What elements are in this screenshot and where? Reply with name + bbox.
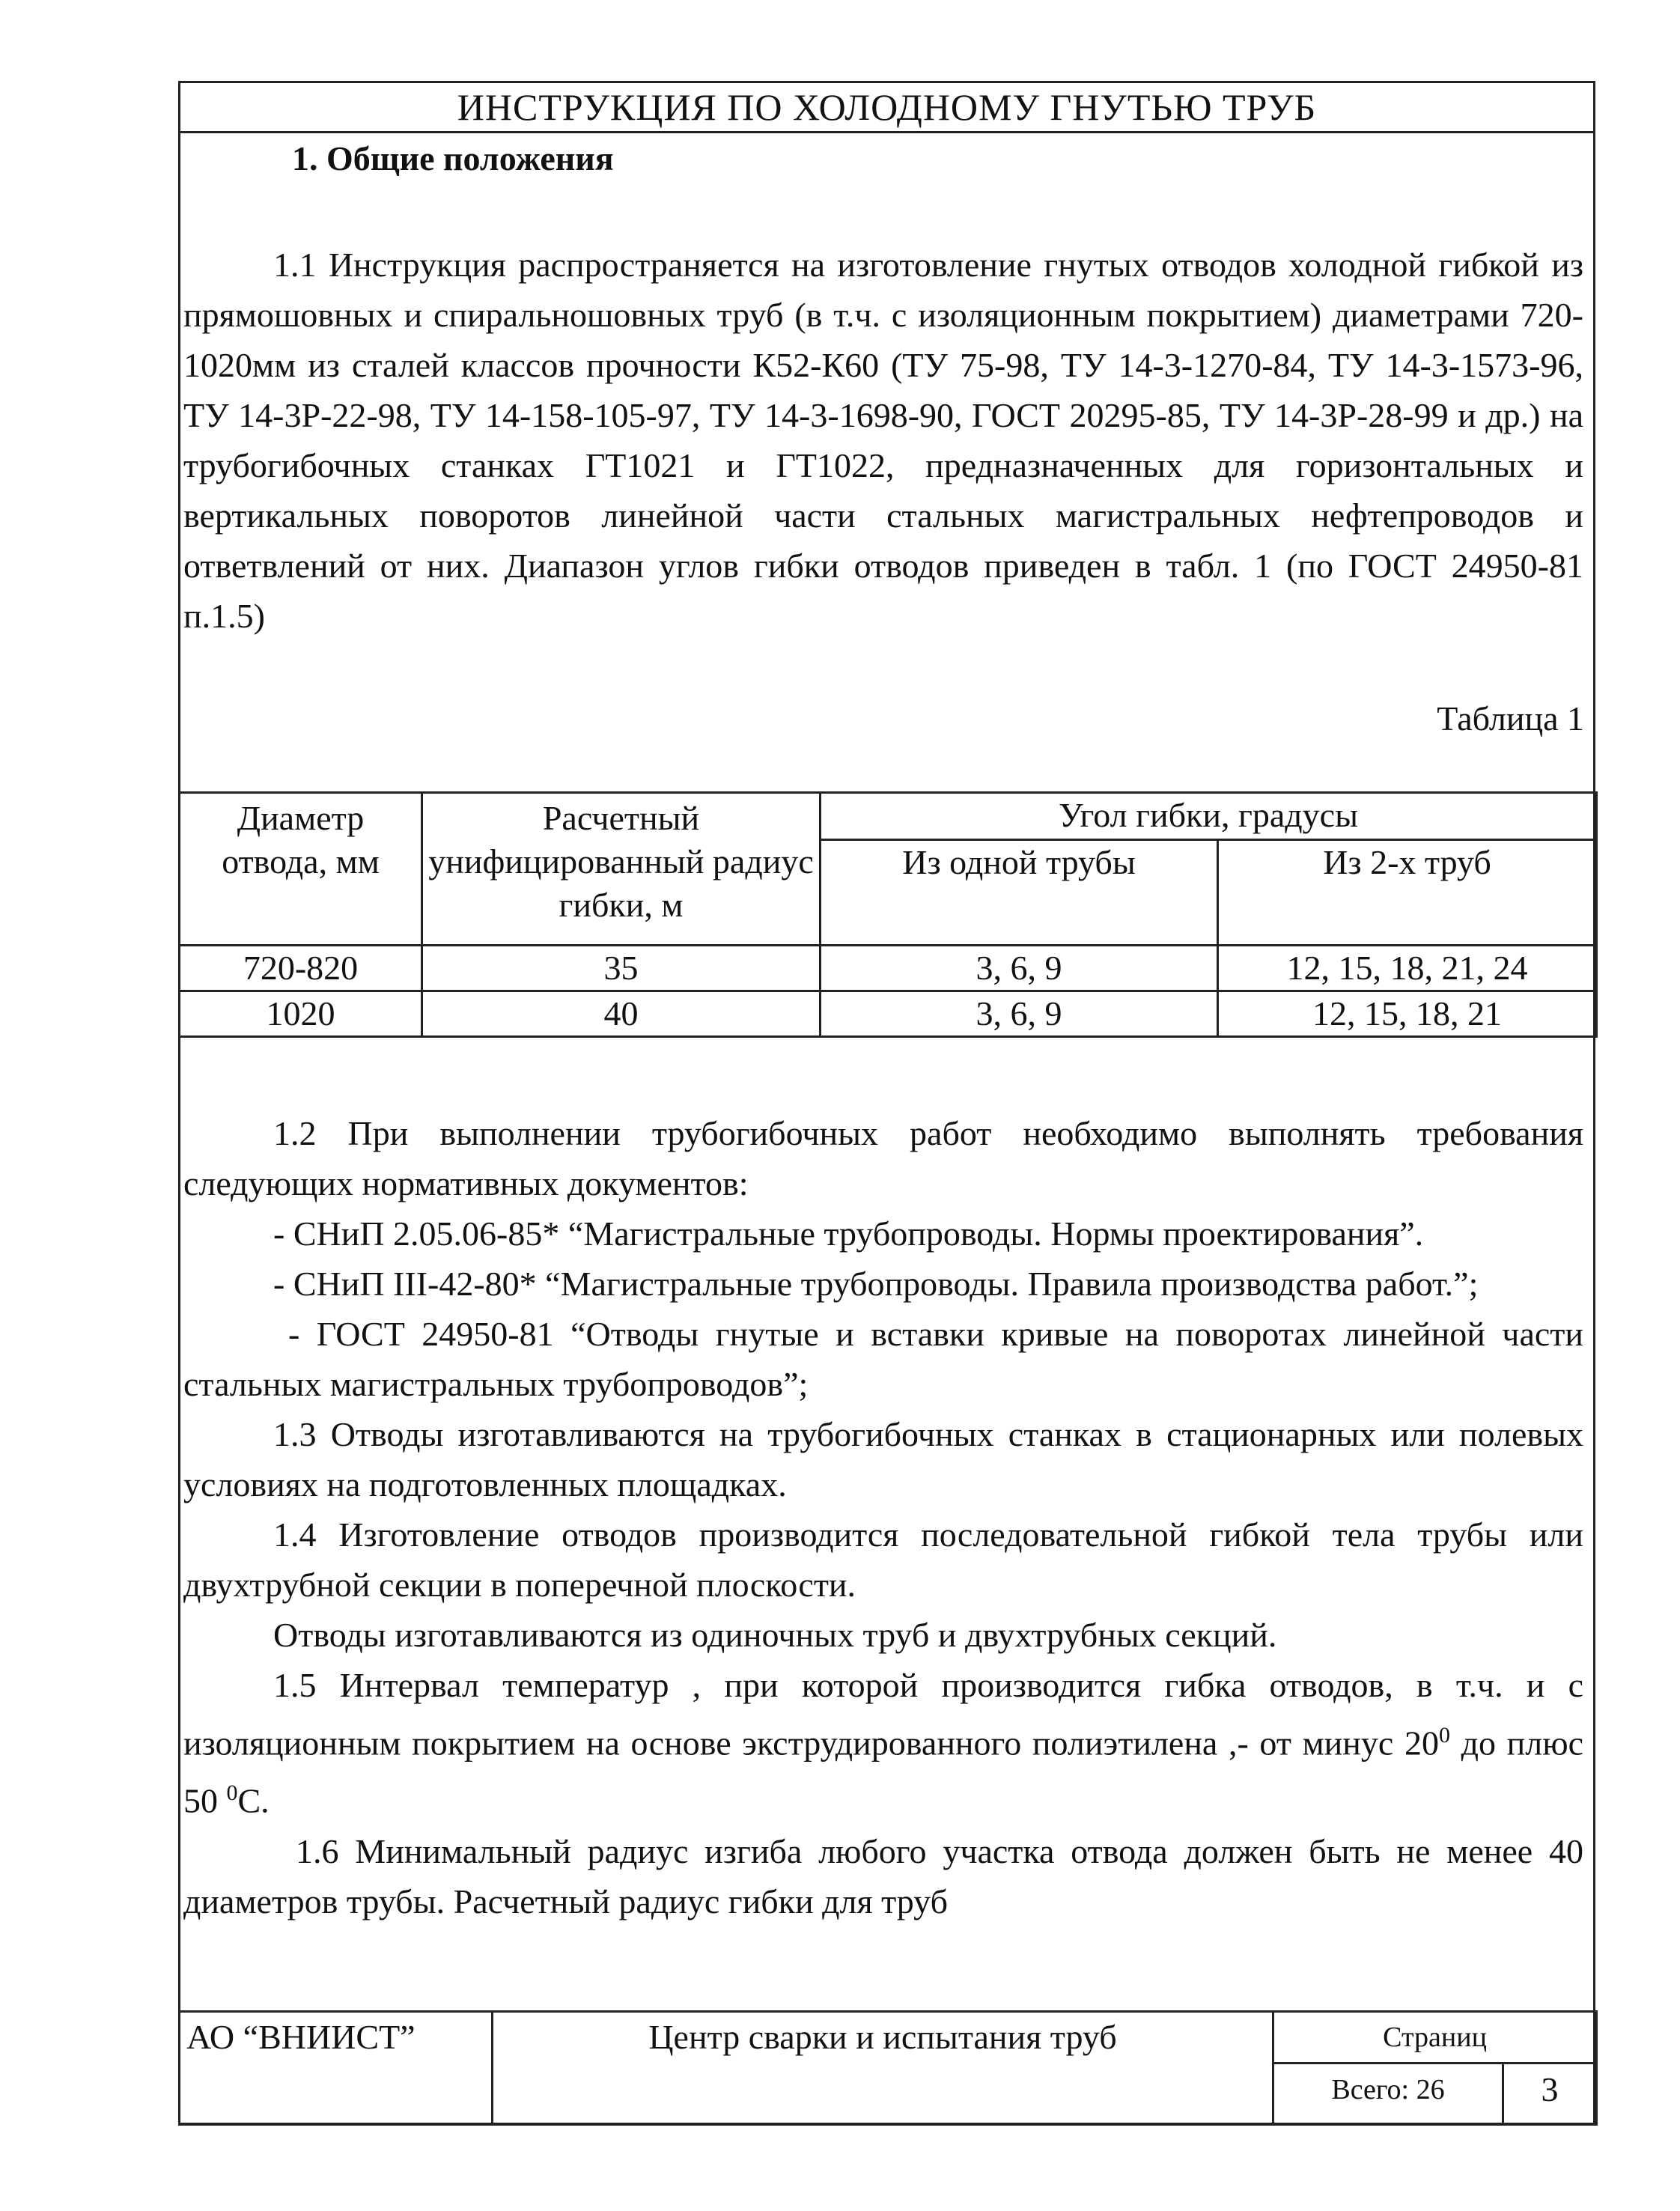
paragraph-1-5 (183, 1660, 1583, 1826)
degree-mark: 0 (1438, 1723, 1450, 1748)
cell-one-pipe: 3, 6, 9 (821, 991, 1218, 1037)
paragraph-1-6: 1.6 Минимальный радиус изгиба любого участка отвода должен быть не менее 40 диаметров трубы. Расчетный радиус гибки для труб (183, 1831, 1583, 1920)
table-caption: Таблица 1 (1437, 699, 1584, 737)
header-one-pipe: Из одной трубы (821, 840, 1218, 946)
cell-two-pipes: 12, 15, 18, 21 (1218, 991, 1597, 1037)
paragraph-1-4: 1.4 Изготовление отводов производится последовательной гибкой тела трубы или двухтрубной секции в поперечной плоскости. (183, 1515, 1583, 1604)
header-diameter: Диаметр отвода, мм (180, 793, 422, 946)
header-angle-group: Угол гибки, градусы (821, 793, 1597, 840)
cell-diameter: 720-820 (180, 946, 422, 991)
footer-page-number: 3 (1503, 2064, 1597, 2125)
paragraph-1-2: 1.2 При выполнении трубогибочных работ необходимо выполнять требования следующих нормативных документов: (183, 1114, 1583, 1202)
footer-org: АО “ВНИИСТ” (180, 2012, 493, 2125)
cell-radius: 40 (422, 991, 821, 1037)
header-radius: Расчетный унифицированный радиус гибки, м (422, 793, 821, 946)
cell-radius: 35 (422, 946, 821, 991)
section-heading: 1. Общие положения (292, 139, 614, 177)
cell-two-pipes: 12, 15, 18, 21, 24 (1218, 946, 1597, 991)
title-block (178, 2010, 1598, 2126)
footer-center: Центр сварки и испытания труб (493, 2012, 1273, 2125)
requirements-section (183, 1108, 1583, 1926)
table-row (180, 991, 1597, 1037)
doc-item-1: - СНиП 2.05.06-85* “Магистральные трубопроводы. Нормы проектирования”. (273, 1214, 1424, 1253)
paragraph-1-4b: Отводы изготавливаются из одиночных труб и двухтрубных секций. (273, 1616, 1277, 1654)
angles-table (178, 791, 1598, 1038)
paragraph-1-1-text: 1.1 Инструкция распространяется на изготовление гнутых отводов холодной гибкой из прямошовных и спиральношовных труб (в т.ч. с изоляционным покрытием) диаметрами 720-1020мм из сталей классов прочности К52-К60 (ТУ 75-98, ТУ 14-3-1270-84, ТУ 14-3-1573-96, ТУ 14-3Р-22-98, ТУ 14-158-105-97, ТУ 14-3-1698-90, ГОСТ 20295-85, ТУ 14-3Р-28-99 и др.) на трубогибочных станках ГТ1021 и ГТ1022, предназначенных для горизонтальных и вертикальных поворотов линейной части стальных магистральных нефтепроводов и ответвлений от них. Диапазон углов гибки отводов приведен в табл. 1 (по ГОСТ 24950-81 п.1.5) (183, 246, 1583, 635)
cell-diameter: 1020 (180, 991, 422, 1037)
footer-total-pages: Всего: 26 (1273, 2064, 1503, 2125)
table-row (180, 946, 1597, 991)
document-title: ИНСТРУКЦИЯ ПО ХОЛОДНОМУ ГНУТЬЮ ТРУБ (178, 81, 1595, 133)
paragraph-1-5-mid: до плюс 50 (183, 1724, 1583, 1820)
header-two-pipes: Из 2-х труб (1218, 840, 1597, 946)
doc-item-2: - СНиП III-42-80* “Магистральные трубопроводы. Правила производства работ.”; (273, 1265, 1479, 1303)
footer-pages-label: Страниц (1273, 2012, 1597, 2064)
paragraph-1-3: 1.3 Отводы изготавливаются на трубогибочных станках в стационарных или полевых условиях на подготовленных площадках. (183, 1415, 1583, 1503)
degree-mark: 0 (226, 1780, 238, 1806)
paragraph-1-1 (183, 240, 1583, 641)
paragraph-1-5-lead: 1.5 Интервал температур , при которой производится гибка отводов, в т.ч. и с изоляционным покрытием на основе экструдированного полиэтилена ,- от минус 20 (183, 1666, 1583, 1763)
paragraph-1-5-end: С. (237, 1781, 270, 1820)
cell-one-pipe: 3, 6, 9 (821, 946, 1218, 991)
doc-item-3: - ГОСТ 24950-81 “Отводы гнутые и вставки кривые на поворотах линейной части стальных магистральных трубопроводов”; (183, 1315, 1583, 1403)
